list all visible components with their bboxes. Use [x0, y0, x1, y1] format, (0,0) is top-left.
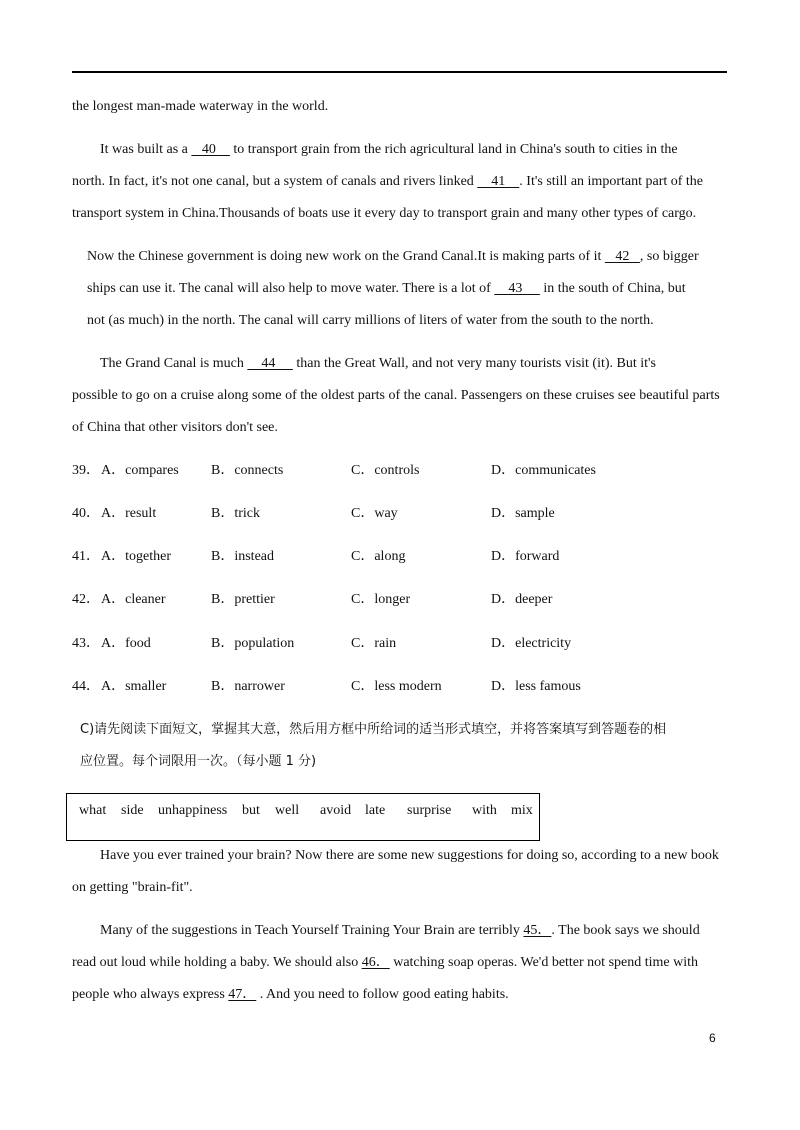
option-b: B．narrower	[211, 679, 285, 694]
blank-42: 42	[604, 249, 640, 264]
blank-47: 47．	[228, 987, 257, 1002]
option-a: A．result	[101, 506, 157, 521]
question-number: 44．	[72, 679, 100, 694]
passage-line: possible to go on a cruise along some of the oldest parts of the canal. Passengers on these cruises see beautiful parts	[72, 388, 720, 403]
word-bank-item: late	[365, 803, 386, 818]
passage-line: The Grand Canal is much 44 than the Great Wall, and not very many tourists visit (it). But it's	[100, 356, 656, 371]
option-d: D．forward	[491, 549, 560, 564]
word-bank-item: but	[242, 803, 260, 818]
option-d: D．deeper	[491, 592, 553, 607]
section-c-instruction: C)请先阅读下面短文，掌握其大意，然后用方框中所给词的适当形式填空，并将答案填写到答题卷的相	[80, 722, 667, 737]
option-c: C．rain	[351, 636, 397, 651]
word-bank-box	[66, 793, 540, 841]
header-rule	[72, 71, 727, 73]
option-c: C．less modern	[351, 679, 442, 694]
option-b: B．instead	[211, 549, 274, 564]
blank-44: 44	[247, 356, 293, 371]
word-bank-item: with	[472, 803, 497, 818]
blank-46: 46．	[361, 955, 390, 970]
option-a: A．together	[101, 549, 171, 564]
option-d: D．less famous	[491, 679, 581, 694]
option-d: D．communicates	[491, 463, 596, 478]
option-c: C．along	[351, 549, 406, 564]
option-a: A．compares	[101, 463, 179, 478]
option-b: B．connects	[211, 463, 284, 478]
option-b: B．trick	[211, 506, 260, 521]
passage-line: Many of the suggestions in Teach Yourself Training Your Brain are terribly 45．. The book says we should	[100, 923, 700, 938]
option-a: A．smaller	[101, 679, 167, 694]
passage-line: the longest man-made waterway in the world.	[72, 99, 329, 114]
passage-line: people who always express 47． . And you need to follow good eating habits.	[72, 987, 509, 1002]
passage-line: Have you ever trained your brain? Now there are some new suggestions for doing so, according to a new book	[100, 848, 719, 863]
blank-45: 45．	[523, 923, 552, 938]
option-a: A．food	[101, 636, 151, 651]
passage-line: north. In fact, it's not one canal, but a system of canals and rivers linked 41 . It's still an important part of the	[72, 174, 704, 189]
section-c-instruction: 应位置。每个词限用一次。（每小题 1 分)	[80, 754, 317, 769]
question-number: 40．	[72, 506, 100, 521]
word-bank-item: mix	[511, 803, 533, 818]
blank-43: 43	[494, 281, 540, 296]
question-number: 41．	[72, 549, 100, 564]
word-bank-item: avoid	[320, 803, 352, 818]
word-bank-item: well	[275, 803, 300, 818]
option-a: A．cleaner	[101, 592, 166, 607]
word-bank-item: side	[121, 803, 144, 818]
option-d: D．sample	[491, 506, 555, 521]
passage-line: not (as much) in the north. The canal will carry millions of liters of water from the south to the north.	[87, 313, 654, 328]
passage-line: It was built as a 40 to transport grain from the rich agricultural land in China's south to cities in the	[100, 142, 678, 157]
blank-41: 41	[477, 174, 520, 189]
passage-line: ships can use it. The canal will also help to move water. There is a lot of 43 in the south of China, but	[87, 281, 686, 296]
option-c: C．controls	[351, 463, 420, 478]
passage-line: transport system in China.Thousands of boats use it every day to transport grain and many other types of cargo.	[72, 206, 697, 221]
word-bank-item: surprise	[407, 803, 452, 818]
question-number: 43．	[72, 636, 100, 651]
option-d: D．electricity	[491, 636, 572, 651]
blank-40: 40	[191, 142, 230, 157]
option-c: C．longer	[351, 592, 411, 607]
option-c: C．way	[351, 506, 398, 521]
word-bank-item: unhappiness	[158, 803, 228, 818]
page-number: 6	[709, 1031, 716, 1045]
passage-line: of China that other visitors don't see.	[72, 420, 278, 435]
word-bank-item: what	[79, 803, 107, 818]
question-number: 42．	[72, 592, 100, 607]
passage-line: read out loud while holding a baby. We should also 46． watching soap operas. We'd better not spend time with	[72, 955, 699, 970]
option-b: B．population	[211, 636, 295, 651]
passage-line: on getting "brain-fit".	[72, 880, 193, 895]
question-number: 39．	[72, 463, 100, 478]
option-b: B．prettier	[211, 592, 275, 607]
passage-line: Now the Chinese government is doing new work on the Grand Canal.It is making parts of it 42 , so bigger	[87, 249, 699, 264]
